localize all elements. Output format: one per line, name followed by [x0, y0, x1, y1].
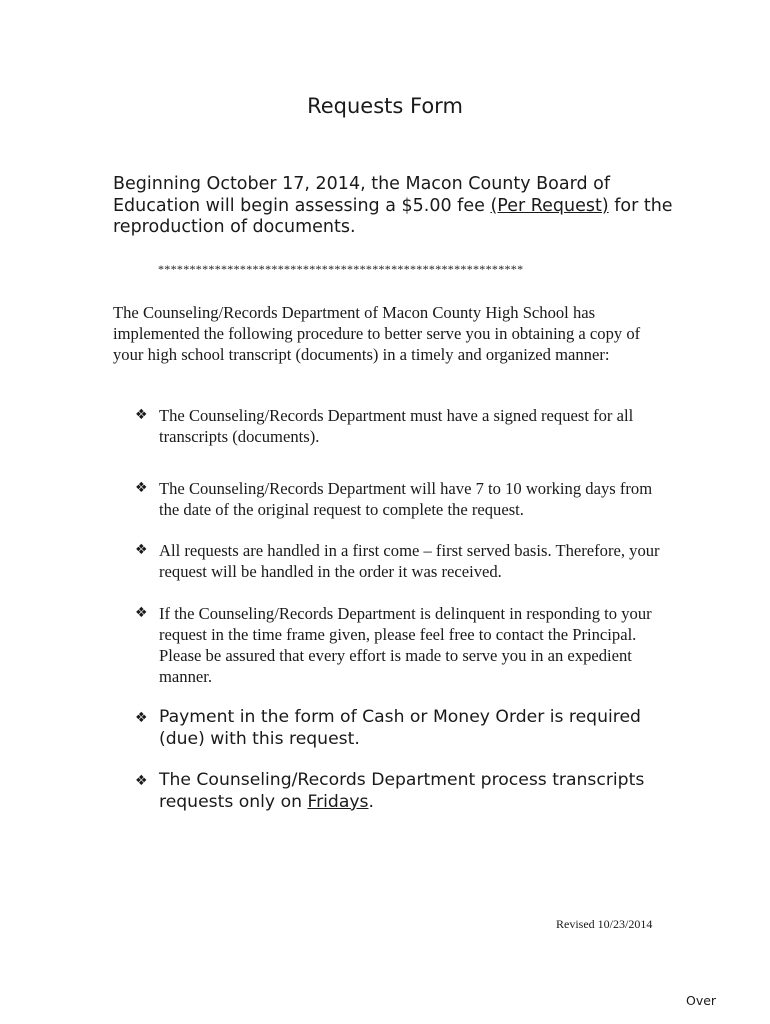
over-page-note: Over	[686, 993, 717, 1008]
list-item-text	[159, 770, 675, 813]
per-request-emphasis: (Per Request)	[490, 195, 609, 216]
diamond-bullet-icon: ❖	[135, 542, 148, 558]
list-item-text: The Counseling/Records Department must have a signed request for all transcripts (documents).	[159, 406, 634, 446]
list-item	[135, 478, 675, 520]
diamond-bullet-icon: ❖	[135, 710, 148, 726]
list-item-text: Payment in the form of Cash or Money Order is required (due) with this request.	[159, 707, 641, 749]
list-item	[135, 770, 675, 813]
fee-notice-text-end: for the reproduction of documents.	[113, 195, 673, 237]
diamond-bullet-icon: ❖	[135, 407, 148, 423]
list-item-text: If the Counseling/Records Department is delinquent in responding to your request in the time frame given, please feel free to contact the Principal. Please be assured that every effort is made to serve you in an expedient manner.	[159, 604, 652, 686]
diamond-bullet-icon: ❖	[135, 773, 148, 789]
list-item	[135, 405, 675, 447]
fridays-text-end: .	[368, 791, 374, 812]
list-item-text: The Counseling/Records Department will have 7 to 10 working days from the date of the original request to complete the request.	[159, 479, 653, 519]
asterisk-separator: **********************************************************	[158, 262, 524, 276]
fee-notice-text-start: Beginning October 17, 2014, the Macon County Board of Education will begin assessing a $5.00 fee	[113, 174, 611, 216]
diamond-bullet-icon: ❖	[135, 480, 148, 496]
list-item-text: All requests are handled in a first come – first served basis. Therefore, your request will be handled in the order it was received.	[159, 541, 660, 581]
revised-date: Revised 10/23/2014	[556, 917, 653, 931]
list-item	[135, 707, 675, 750]
fee-notice	[113, 174, 673, 239]
page-title: Requests Form	[307, 94, 463, 118]
list-item	[135, 540, 675, 582]
fridays-text-start: The Counseling/Records Department process transcripts requests only on	[159, 770, 645, 812]
diamond-bullet-icon: ❖	[135, 605, 148, 621]
intro-paragraph: The Counseling/Records Department of Macon County High School has implemented the following procedure to better serve you in obtaining a copy of your high school transcript (documents) in a timely and organized manner:	[113, 303, 641, 364]
fridays-emphasis: Fridays	[307, 791, 369, 812]
list-item	[135, 603, 675, 687]
